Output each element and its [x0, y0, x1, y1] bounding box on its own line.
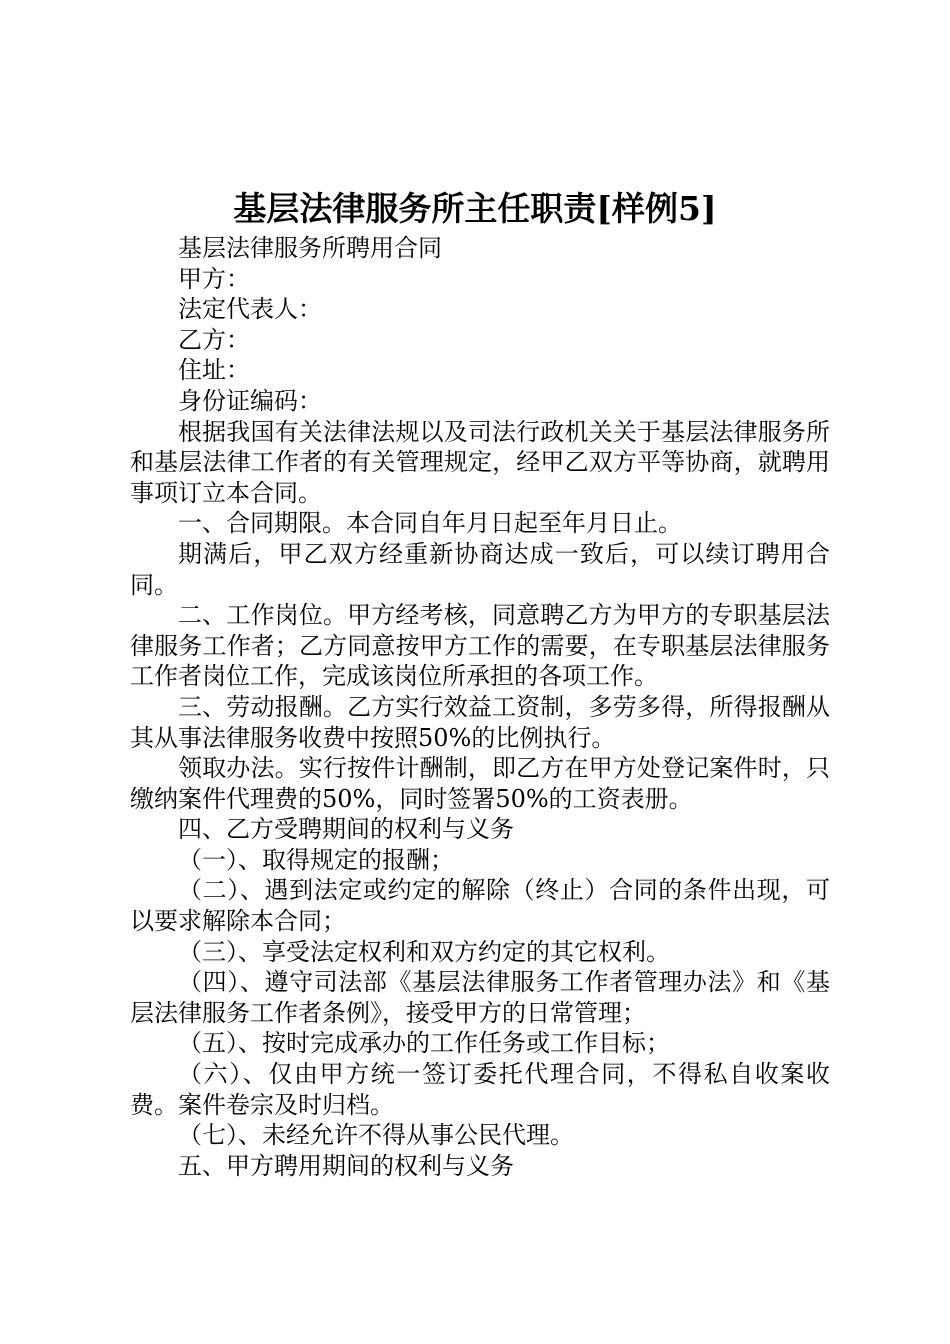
contract-heading: 基层法律服务所聘用合同 — [178, 234, 442, 262]
address-line: 住址： — [178, 356, 250, 385]
clause-1-renewal: 期满后，甲乙双方经重新协商达成一致后，可以续订聘用合同。 — [130, 539, 830, 599]
clause-4-item-5: （五）、按时完成承办的工作任务或工作目标； — [178, 1029, 670, 1058]
clause-4-item-6: （六）、仅由甲方统一签订委托代理合同，不得私自收案收费。案件卷宗及时归档。 — [130, 1060, 830, 1119]
clause-4-heading: 四、乙方受聘期间的权利与义务 — [178, 815, 514, 844]
clause-4-item-4: （四）、遵守司法部《基层法律服务工作者管理办法》和《基层法律服务工作者条例》，接受甲方的日常管理； — [130, 968, 830, 1027]
clause-1-term: 一、合同期限。本合同自年月日起至年月日止。 — [178, 509, 682, 538]
preamble-paragraph: 根据我国有关法律法规以及司法行政机关关于基层法律服务所和基层法律工作者的有关管理规定，经甲乙双方平等协商，就聘用事项订立本合同。 — [130, 417, 830, 507]
document-body — [130, 233, 830, 1181]
legal-representative-line: 法定代表人： — [178, 295, 322, 324]
clause-5-heading: 五、甲方聘用期间的权利与义务 — [178, 1151, 514, 1180]
clause-3-collection: 领取办法。实行按件计酬制，即乙方在甲方处登记案件时，只缴纳案件代理费的50%，同时签署50%的工资表册。 — [130, 754, 830, 813]
clause-4-item-3: （三）、享受法定权利和双方约定的其它权利。 — [178, 937, 670, 966]
id-number-line: 身份证编码： — [178, 386, 322, 415]
clause-2-position: 二、工作岗位。甲方经考核，同意聘乙方为甲方的专职基层法律服务工作者；乙方同意按甲方工作的需要，在专职基层法律服务工作者岗位工作，完成该岗位所承担的各项工作。 — [130, 601, 830, 691]
clause-3-remuneration: 三、劳动报酬。乙方实行效益工资制，多劳多得，所得报酬从其从事法律服务收费中按照50%的比例执行。 — [130, 692, 830, 752]
clause-4-item-2: （二）、遇到法定或约定的解除（终止）合同的条件出现，可以要求解除本合同； — [130, 876, 830, 936]
clause-4-item-7: （七）、未经允许不得从事公民代理。 — [178, 1121, 574, 1150]
document-title: 基层法律服务所主任职责[样例5] — [233, 189, 717, 228]
clause-4-item-1: （一）、取得规定的报酬； — [178, 845, 454, 874]
party-b-line: 乙方： — [178, 325, 250, 354]
party-a-line: 甲方： — [178, 264, 250, 293]
